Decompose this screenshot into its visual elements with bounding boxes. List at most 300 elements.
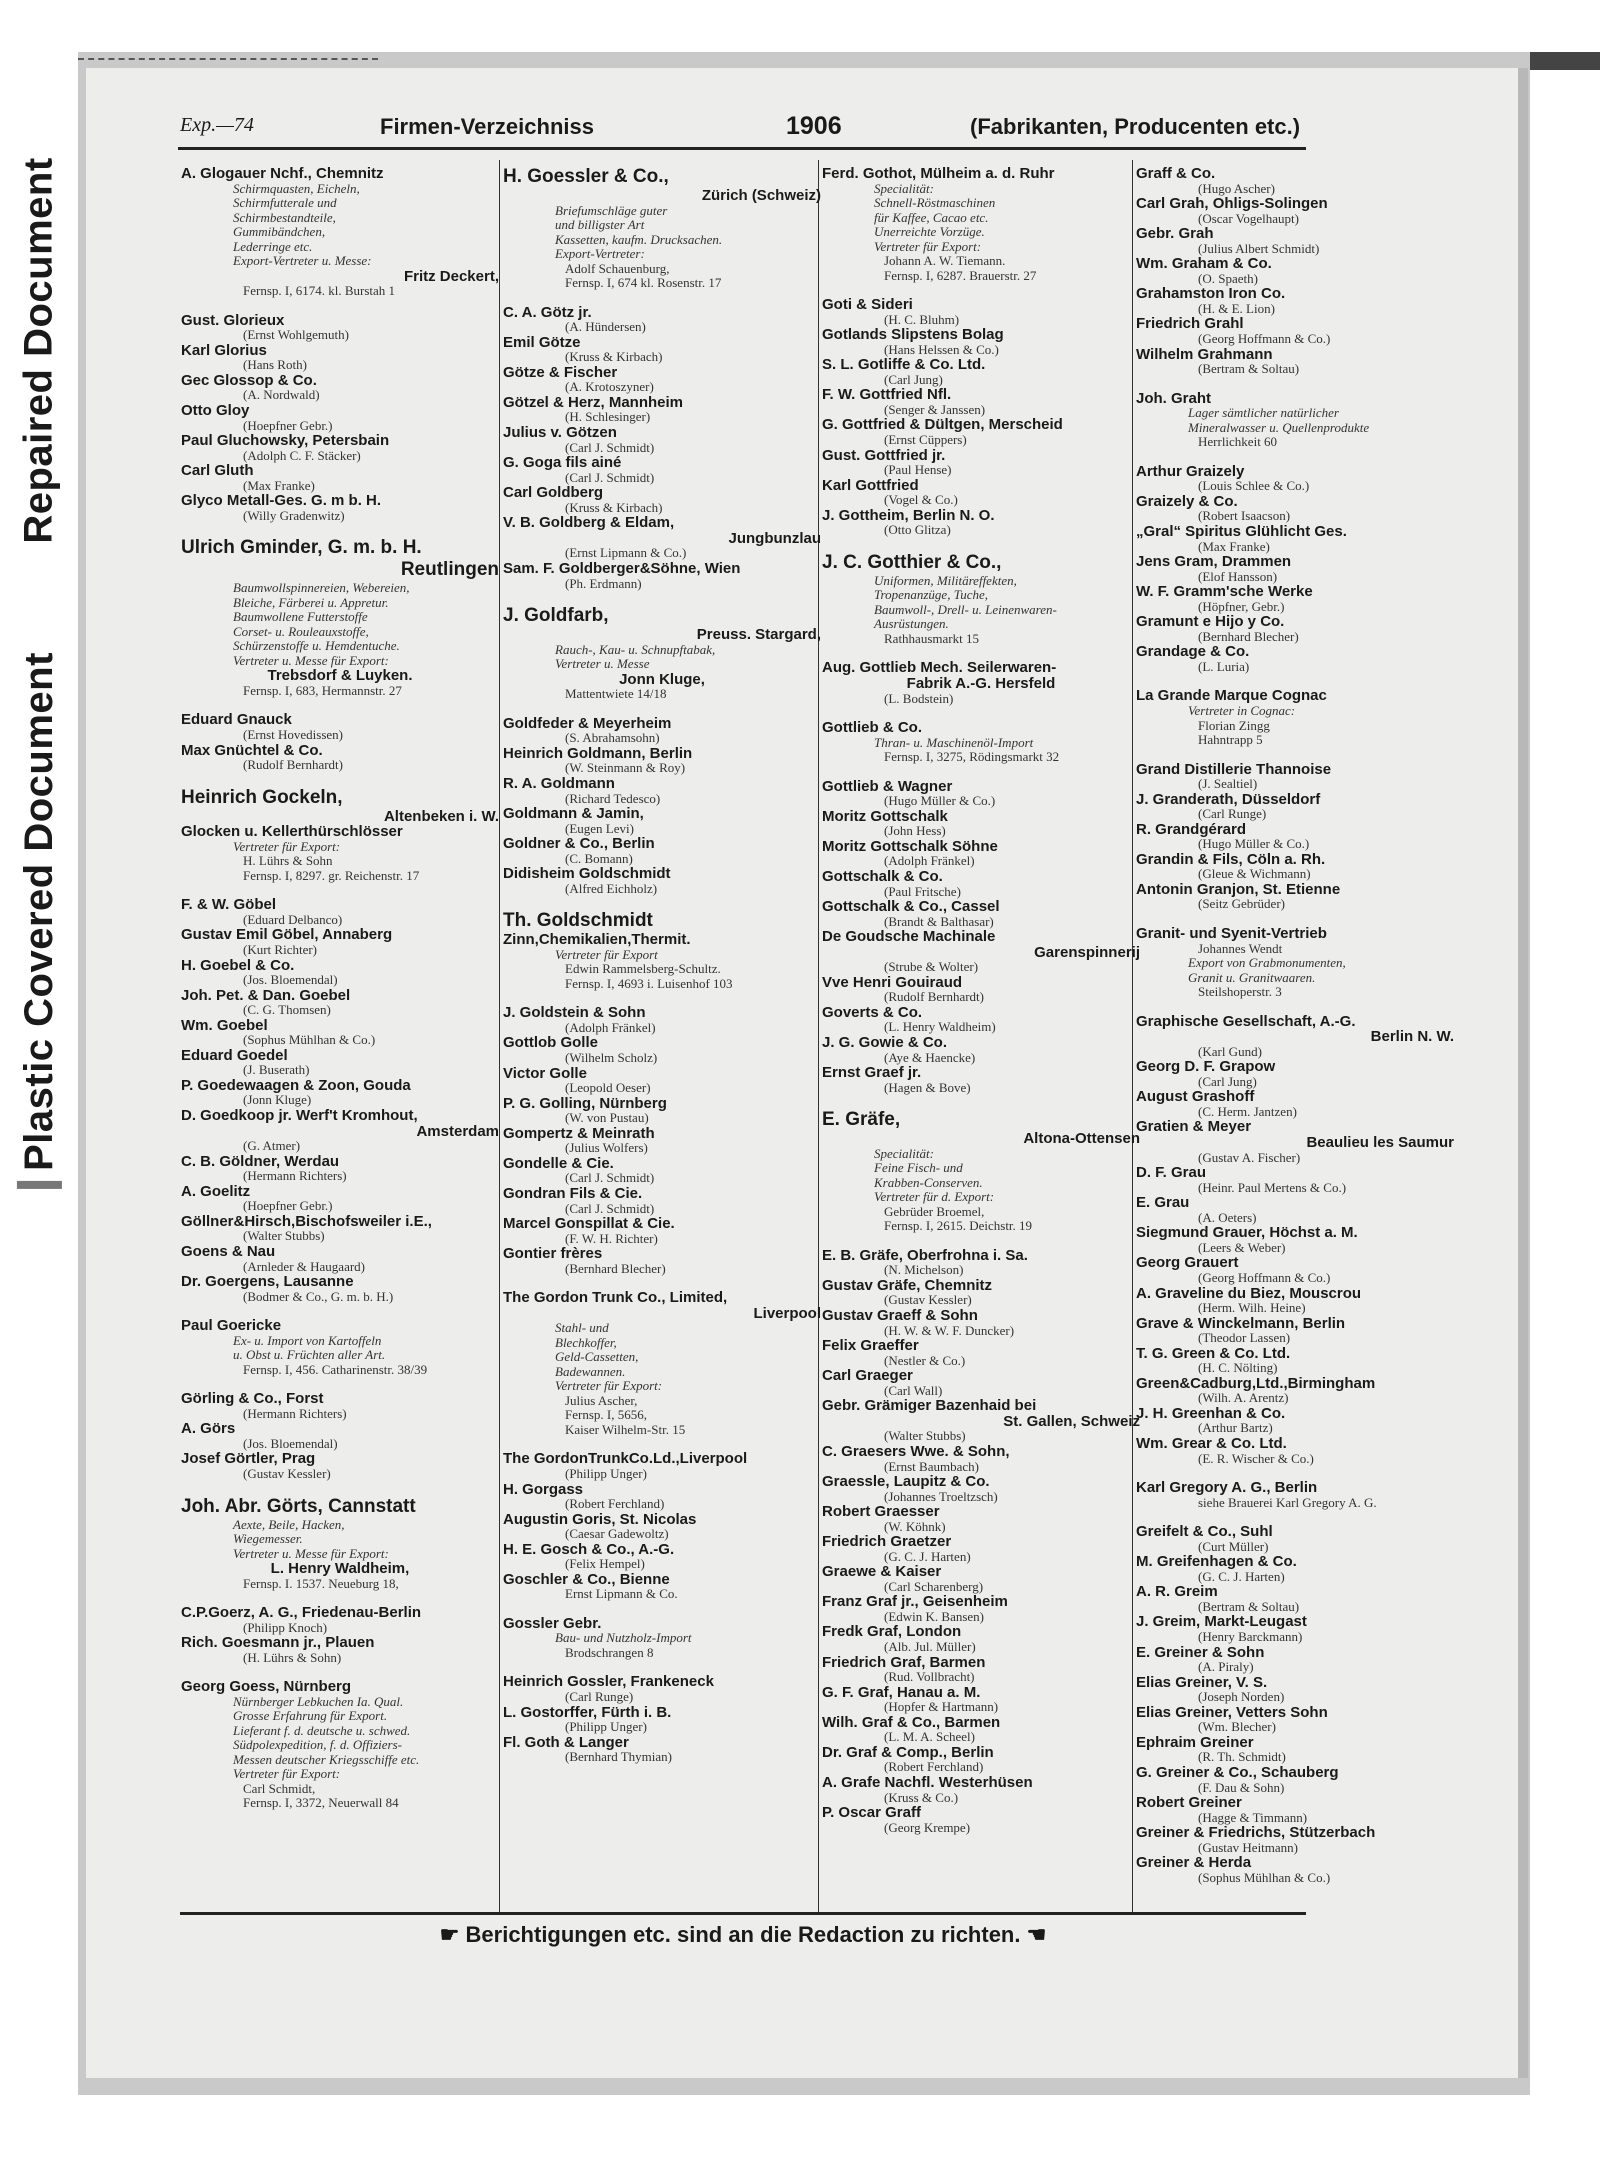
firm-representative: (Nestler & Co.) — [884, 1352, 966, 1368]
firm-name: C.P.Goerz, A. G., Friedenau-Berlin — [181, 1604, 422, 1622]
firm-representative: (Vogel & Co.) — [884, 492, 958, 508]
firm-representative: (Höpfner, Gebr.) — [1198, 598, 1285, 614]
firm-representative: (Julius Albert Schmidt) — [1198, 240, 1320, 256]
firm-name: Wm. Goebel — [181, 1016, 268, 1034]
firm-representative: (Hans Roth) — [243, 357, 307, 373]
firm-name: Gontier frères — [503, 1245, 603, 1263]
firm-name: G. Greiner & Co., Schauberg — [1136, 1763, 1339, 1781]
firm-representative: (Louis Schlee & Co.) — [1198, 478, 1310, 494]
firm-name: Goti & Sideri — [822, 296, 913, 314]
firm-representative: (Eugen Levi) — [565, 820, 634, 836]
firm-representative: (C. Herm. Jantzen) — [1198, 1103, 1297, 1119]
firm-name: Greifelt & Co., Suhl — [1136, 1523, 1273, 1541]
firm-name: C. A. Götz jr. — [503, 303, 592, 321]
firm-name: Carl Goldberg — [503, 484, 604, 502]
firm-name: D. Goedkoop jr. Werf't Kromhout, — [181, 1106, 418, 1124]
firm-representative: H. Lührs & Sohn — [243, 853, 333, 869]
firm-name: J. Greim, Markt-Leugast — [1136, 1613, 1307, 1631]
firm-name: Reutlingen — [400, 559, 499, 581]
firm-representative: Florian Zingg — [1198, 717, 1270, 733]
firm-representative: (L. Luria) — [1198, 658, 1250, 674]
firm-name: Sam. F. Goldberger&Söhne, Wien — [503, 559, 741, 577]
firm-name: Graff & Co. — [1136, 166, 1216, 182]
firm-representative: (W. Steinmann & Roy) — [565, 760, 686, 776]
firm-representative: (Georg Krempe) — [884, 1819, 971, 1835]
firm-name: H. E. Gosch & Co., A.-G. — [503, 1540, 675, 1558]
firm-name: Graphische Gesellschaft, A.-G. — [1136, 1012, 1356, 1030]
pointing-hand-right-icon: ☚ — [1026, 1922, 1047, 1947]
firm-representative: Fernsp. I, 683, Hermannstr. 27 — [243, 682, 402, 698]
firm-name: Julius v. Götzen — [503, 423, 617, 441]
firm-name: Marcel Gonspillat & Cie. — [503, 1215, 675, 1233]
firm-name: Goschler & Co., Bienne — [503, 1570, 670, 1588]
firm-representative: (J. Buserath) — [243, 1062, 310, 1078]
firm-representative: Fernsp. I, 8297. gr. Reichenstr. 17 — [243, 867, 420, 883]
firm-description: Schürzenstoffe u. Hemdentuche. — [233, 638, 400, 654]
firm-description: und billigster Art — [555, 217, 645, 233]
firm-representative: (S. Abrahamsohn) — [565, 730, 660, 746]
firm-name: T. G. Green & Co. Ltd. — [1136, 1344, 1291, 1362]
firm-representative: (Hugo Ascher) — [1198, 180, 1275, 196]
firm-name: Heinrich Goldmann, Berlin — [503, 744, 693, 762]
firm-representative: (Kruss & Kirbach) — [565, 499, 663, 515]
firm-name: E. B. Gräfe, Oberfrohna i. Sa. — [822, 1246, 1028, 1264]
firm-name: Victor Golle — [503, 1064, 587, 1082]
firm-name: Paul Gluchowsky, Petersbain — [181, 432, 390, 450]
firm-representative: (Ernst Baumbach) — [884, 1458, 979, 1474]
firm-representative: (Herm. Wilh. Heine) — [1198, 1300, 1306, 1316]
firm-representative: (Paul Hense) — [884, 462, 952, 478]
firm-representative: (Wilhelm Scholz) — [565, 1050, 658, 1066]
firm-name: Joh. Abr. Görts, Cannstatt — [181, 1495, 416, 1517]
firm-name: J. Goldfarb, — [503, 605, 609, 627]
firm-description: Specialität: — [874, 180, 934, 196]
firm-representative: (Robert Ferchland) — [884, 1759, 984, 1775]
firm-name: Dr. Goergens, Lausanne — [181, 1273, 354, 1291]
firm-name: Berlin N. W. — [1370, 1028, 1454, 1046]
firm-name: P. Goedewaagen & Zoon, Gouda — [181, 1076, 411, 1094]
firm-representative: (Adolph Fränkel) — [884, 853, 975, 869]
column-divider — [499, 160, 500, 1912]
firm-name: „Gral“ Spiritus Glühlicht Ges. — [1136, 522, 1347, 540]
firm-representative: (Carl J. Schmidt) — [565, 469, 655, 485]
firm-representative: (Jos. Bloemendal) — [243, 972, 338, 988]
firm-representative: (Max Franke) — [1198, 538, 1270, 554]
firm-representative: (Hoepfner Gebr.) — [243, 417, 333, 433]
firm-representative: (Kurt Richter) — [243, 942, 318, 957]
header-title: Firmen-Verzeichniss — [380, 114, 594, 139]
firm-name: Altona-Ottensen — [1023, 1130, 1140, 1148]
firm-name: Karl Gottfried — [822, 476, 919, 494]
firm-name: Jens Gram, Drammen — [1136, 553, 1292, 571]
page-footer — [180, 1922, 1306, 1948]
firm-name: Heinrich Gossler, Frankeneck — [503, 1673, 714, 1691]
firm-name: Rich. Goesmann jr., Plauen — [181, 1634, 375, 1652]
firm-representative: (Gustav Kessler) — [243, 1466, 331, 1481]
firm-description: Schirmbestandteile, — [233, 209, 336, 225]
firm-representative: (Robert Isaacson) — [1198, 508, 1291, 524]
firm-name: Zürich (Schweiz) — [701, 187, 821, 204]
firm-representative: (H. & E. Lion) — [1198, 300, 1275, 316]
firm-representative: (Sophus Mühlhan & Co.) — [1198, 1869, 1331, 1885]
firm-name: Gramunt e Hijo y Co. — [1136, 613, 1285, 631]
firm-representative: (Ernst Hovedissen) — [243, 727, 344, 743]
firm-description: Baumwollspinnereien, Webereien, — [233, 580, 410, 596]
firm-name: Gratien & Meyer — [1136, 1118, 1252, 1136]
firm-representative: (Carl Runge) — [565, 1689, 634, 1705]
firm-representative: Fernsp. I, 456. Catharinenstr. 38/39 — [243, 1361, 428, 1377]
firm-name: Otto Gloy — [181, 401, 250, 419]
firm-name: Elias Greiner, V. S. — [1136, 1673, 1268, 1691]
firm-representative: (H. C. Nölting) — [1198, 1360, 1278, 1376]
firm-name: Gec Glossop & Co. — [181, 371, 317, 389]
firm-representative: (Arnleder & Haugaard) — [243, 1258, 365, 1274]
firm-name: E. Gräfe, — [822, 1109, 901, 1131]
firm-representative: (Hugo Müller & Co.) — [884, 793, 996, 809]
firm-name: Friedrich Graf, Barmen — [822, 1653, 986, 1671]
firm-description: Vertreter in Cognac: — [1188, 703, 1296, 718]
firm-description: Wiegemesser. — [233, 1531, 303, 1546]
firm-name: Wm. Graham & Co. — [1136, 255, 1272, 273]
firm-name: Fl. Goth & Langer — [503, 1733, 629, 1751]
firm-representative: (Ph. Erdmann) — [565, 575, 642, 591]
firm-representative: (H. Lührs & Sohn) — [243, 1649, 342, 1665]
firm-representative: Adolf Schauenburg, — [565, 260, 670, 276]
firm-name: Grand Distillerie Thannoise — [1136, 760, 1332, 778]
firm-description: Vertreter für Export: — [874, 238, 982, 254]
firm-representative: (E. R. Wischer & Co.) — [1198, 1450, 1314, 1466]
firm-name: Antonin Granjon, St. Etienne — [1136, 880, 1341, 898]
firm-name: C. B. Göldner, Werdau — [181, 1152, 340, 1170]
firm-representative: (Hoepfner Gebr.) — [243, 1198, 333, 1214]
firm-name: The Gordon Trunk Co., Limited, — [503, 1289, 728, 1307]
firm-name: Gondran Fils & Cie. — [503, 1184, 643, 1202]
firm-description: Gummibändchen, — [233, 224, 326, 240]
firm-representative: (Willy Gradenwitz) — [243, 507, 345, 523]
scan-corner-mark — [1530, 52, 1600, 70]
firm-name: Aug. Gottlieb Mech. Seilerwaren- — [822, 659, 1057, 677]
firm-name: Gottschalk & Co., Cassel — [822, 898, 1000, 915]
firm-name: L. Henry Waldheim, — [270, 1560, 410, 1577]
firm-representative: (F. W. H. Richter) — [565, 1230, 658, 1246]
firm-description: Bau- und Nutzholz-Import — [555, 1630, 692, 1646]
firm-description: Vertreter u. Messe — [555, 656, 650, 672]
firm-representative: (Felix Hempel) — [565, 1556, 645, 1572]
firm-representative: siehe Brauerei Karl Gregory A. G. — [1198, 1494, 1377, 1510]
firm-representative: (L. M. A. Scheel) — [884, 1729, 975, 1745]
firm-name: Graessle, Laupitz & Co. — [822, 1473, 990, 1490]
column-4 — [1136, 166, 1454, 1908]
firm-representative: (Carl Wall) — [884, 1382, 943, 1398]
firm-representative: (Max Franke) — [243, 477, 315, 493]
firm-representative: (F. Dau & Sohn) — [1198, 1779, 1285, 1795]
firm-name: Ephraim Greiner — [1136, 1733, 1254, 1751]
firm-name: Götzel & Herz, Mannheim — [503, 393, 684, 411]
firm-name: E. Grau — [1136, 1194, 1190, 1212]
firm-representative: (Gustav A. Fischer) — [1198, 1149, 1301, 1165]
firm-description: Ex- u. Import von Kartoffeln — [233, 1332, 382, 1348]
label-repaired-text: Repaired Document — [16, 156, 61, 544]
firm-name: Zinn,Chemikalien,Thermit. — [503, 931, 691, 949]
firm-name: Robert Graesser — [822, 1503, 940, 1521]
firm-name: H. Goebel & Co. — [181, 956, 295, 974]
firm-description: Schnell-Röstmaschinen — [874, 195, 996, 211]
firm-name: Goens & Nau — [181, 1242, 276, 1260]
firm-representative: Julius Ascher, — [565, 1392, 638, 1408]
firm-representative: Mattentwiete 14/18 — [565, 686, 667, 702]
firm-name: Gustav Graeff & Sohn — [822, 1306, 978, 1324]
header-section: (Fabrikanten, Producenten etc.) — [970, 114, 1301, 139]
firm-representative: (Hopfer & Hartmann) — [884, 1699, 999, 1715]
firm-description: Rauch-, Kau- u. Schnupftabak, — [555, 641, 716, 657]
firm-representative: Fernsp. I, 4693 i. Luisenhof 103 — [565, 975, 733, 991]
firm-name: Garenspinnerij — [1034, 943, 1140, 961]
firm-representative: (A. Hündersen) — [565, 319, 646, 335]
page-gutter — [1518, 68, 1528, 2078]
firm-name: Friedrich Graetzer — [822, 1533, 952, 1551]
firm-name: Paul Goericke — [181, 1317, 282, 1335]
label-plastic-text: Plastic Covered Document — [17, 652, 62, 1189]
firm-representative: (Edwin K. Bansen) — [884, 1608, 985, 1624]
firm-name: Robert Greiner — [1136, 1794, 1242, 1811]
firm-description: Uniformen, Militäreffekten, — [874, 572, 1017, 588]
firm-name: A. Graveline du Biez, Mouscrou — [1136, 1284, 1362, 1302]
firm-representative: Gebrüder Broemel, — [884, 1203, 985, 1219]
firm-name: Greiner & Herda — [1136, 1854, 1252, 1872]
firm-representative: (Bodmer & Co., G. m. b. H.) — [243, 1288, 394, 1304]
firm-name: Karl Gregory A. G., Berlin — [1136, 1479, 1318, 1497]
firm-representative: Steilshoperstr. 3 — [1198, 984, 1282, 1000]
firm-name: Jungbunzlau — [728, 529, 821, 547]
firm-name: J. C. Gotthier & Co., — [822, 551, 1002, 573]
firm-description: Lieferant f. d. deutsche u. schwed. — [233, 1722, 411, 1738]
firm-description: Mineralwasser u. Quellenprodukte — [1188, 419, 1370, 435]
header-year: 1906 — [786, 112, 842, 140]
firm-name: Georg D. F. Grapow — [1136, 1058, 1276, 1076]
firm-representative: (Senger & Janssen) — [884, 401, 986, 417]
firm-representative: (Hagge & Timmann) — [1198, 1809, 1308, 1825]
firm-name: Joh. Graht — [1136, 389, 1212, 407]
firm-representative: (Carl Runge) — [1198, 806, 1267, 822]
firm-description: Baumwollene Futterstoffe — [233, 609, 368, 625]
firm-name: L. Gostorffer, Fürth i. B. — [503, 1703, 672, 1721]
firm-name: Augustin Goris, St. Nicolas — [503, 1510, 697, 1528]
firm-representative: (A. Nordwald) — [243, 387, 320, 403]
firm-name: A. Glogauer Nchf., Chemnitz — [181, 166, 384, 182]
firm-representative: (R. Th. Schmidt) — [1198, 1749, 1286, 1765]
firm-representative: (Leers & Weber) — [1198, 1239, 1286, 1255]
firm-representative: (Carl Jung) — [884, 371, 943, 387]
firm-name: R. Grandgérard — [1136, 820, 1247, 838]
firm-representative: Fernsp. I. 1537. Neueburg 18, — [243, 1575, 399, 1591]
firm-description: Specialität: — [874, 1145, 934, 1161]
firm-name: Gebr. Grämiger Bazenhaid bei — [822, 1397, 1037, 1415]
firm-representative: (Hermann Richters) — [243, 1168, 347, 1184]
label-plastic-covered-document — [0, 640, 78, 1200]
firm-name: Glocken u. Kellerthürschlösser — [181, 823, 403, 841]
firm-description: Bleiche, Färberei u. Appretur. — [233, 594, 389, 610]
page-header — [180, 112, 1304, 146]
firm-name: Green&Cadburg,Ltd.,Birmingham — [1136, 1374, 1376, 1392]
firm-description: Aexte, Beile, Hacken, — [233, 1516, 345, 1532]
firm-name: C. Graesers Wwe. & Sohn, — [822, 1442, 1010, 1460]
firm-representative: (C. Bomann) — [565, 850, 633, 866]
firm-representative: (Kruss & Kirbach) — [565, 349, 663, 365]
firm-representative: (Seitz Gebrüder) — [1198, 896, 1285, 912]
firm-representative: (G. C. J. Harten) — [1198, 1568, 1285, 1584]
firm-representative: (Bertram & Soltau) — [1198, 361, 1300, 377]
firm-name: La Grande Marque Cognac — [1136, 687, 1327, 705]
firm-name: Fabrik A.-G. Hersfeld — [906, 674, 1056, 692]
firm-name: P. G. Golling, Nürnberg — [503, 1094, 667, 1112]
firm-representative: (Leopold Oeser) — [565, 1080, 651, 1096]
firm-name: G. Gottfried & Dültgen, Merscheid — [822, 416, 1063, 434]
firm-representative: (Brandt & Balthasar) — [884, 913, 994, 929]
firm-name: Max Gnüchtel & Co. — [181, 741, 323, 759]
firm-description: Vertreter u. Messe für Export: — [233, 1545, 389, 1561]
firm-representative: (John Hess) — [884, 823, 946, 839]
firm-name: Gust. Glorieux — [181, 311, 285, 329]
firm-name: J. G. Gowie & Co. — [822, 1033, 948, 1051]
firm-name: Goldmann & Jamin, — [503, 805, 644, 822]
firm-name: Ulrich Gminder, G. m. b. H. — [181, 537, 422, 559]
column-2 — [503, 166, 821, 1908]
firm-name: Dr. Graf & Comp., Berlin — [822, 1743, 994, 1761]
firm-name: J. Goldstein & Sohn — [503, 1004, 646, 1022]
firm-representative: (Hermann Richters) — [243, 1405, 347, 1421]
scan-edge — [78, 58, 378, 60]
firm-name: Georg Grauert — [1136, 1254, 1239, 1272]
firm-description: Unerreichte Vorzüge. — [874, 224, 985, 240]
firm-representative: (Gleue & Wichmann) — [1198, 866, 1311, 882]
firm-description: Granit u. Granitwaaren. — [1188, 969, 1316, 985]
firm-representative: (Bernhard Thymian) — [565, 1749, 672, 1765]
firm-name: A. Görs — [181, 1420, 236, 1438]
firm-representative: (Arthur Bartz) — [1198, 1420, 1273, 1436]
firm-representative: (Bernhard Blecher) — [1198, 628, 1299, 644]
firm-name: F. & W. Göbel — [181, 896, 277, 914]
firm-description: Vertreter für Export: — [233, 838, 341, 854]
firm-description: Geld-Cassetten, — [555, 1349, 639, 1365]
firm-name: Fritz Deckert, — [403, 267, 499, 285]
firm-description: Südpolexpedition, f. d. Offiziers- — [233, 1737, 402, 1753]
firm-name: Amsterdam — [416, 1122, 499, 1140]
firm-description: Schirmfutterale und — [233, 195, 337, 211]
firm-name: Moritz Gottschalk Söhne — [822, 837, 998, 855]
sidebar — [0, 0, 78, 2177]
firm-name: F. W. Gottfried Nfl. — [822, 386, 952, 404]
firm-representative: (Walter Stubbs) — [884, 1428, 966, 1444]
firm-name: G. F. Graf, Hanau a. M. — [822, 1683, 981, 1701]
firm-representative: (W. von Pustau) — [565, 1110, 649, 1126]
firm-representative: (Georg Hoffmann & Co.) — [1198, 331, 1331, 347]
firm-representative: (Aye & Haencke) — [884, 1049, 976, 1065]
firm-name: D. F. Grau — [1136, 1164, 1207, 1182]
firm-name: Glyco Metall-Ges. G. m b. H. — [181, 492, 382, 510]
firm-name: Granit- und Syenit-Vertrieb — [1136, 924, 1327, 942]
firm-name: Goldner & Co., Berlin — [503, 835, 655, 853]
header-rule — [178, 147, 1306, 150]
firm-representative: (Ernst Lipmann & Co.) — [565, 545, 687, 561]
firm-description: Grosse Erfahrung für Export. — [233, 1708, 388, 1724]
firm-representative: Fernsp. I, 674 kl. Rosenstr. 17 — [565, 275, 722, 291]
firm-name: Görling & Co., Forst — [181, 1390, 324, 1408]
firm-description: für Kaffee, Cacao etc. — [874, 209, 989, 225]
pointing-hand-left-icon: ☛ — [439, 1922, 460, 1947]
firm-name: A. Goelitz — [181, 1182, 251, 1200]
firm-representative: (Philipp Unger) — [565, 1466, 647, 1481]
firm-representative: (Carl Scharenberg) — [884, 1578, 984, 1594]
firm-name: Gottlieb & Wagner — [822, 777, 953, 795]
firm-description: Lager sämtlicher natürlicher — [1188, 405, 1339, 421]
firm-representative: (Alb. Jul. Müller) — [884, 1639, 976, 1655]
firm-representative: (Jos. Bloemendal) — [243, 1435, 338, 1451]
firm-representative: (Alfred Eichholz) — [565, 880, 658, 896]
firm-representative: (Walter Stubbs) — [243, 1228, 325, 1244]
firm-name: A. R. Greim — [1136, 1583, 1218, 1601]
firm-representative: Fernsp. I, 5656, — [565, 1407, 647, 1423]
firm-description: Export-Vertreter u. Messe: — [233, 253, 372, 269]
firm-representative: (C. G. Thomsen) — [243, 1002, 331, 1018]
firm-representative: (Karl Gund) — [1198, 1043, 1262, 1059]
firm-name: Jonn Kluge, — [619, 670, 705, 688]
firm-representative: (Kruss & Co.) — [884, 1789, 959, 1805]
firm-representative: (H. Schlesinger) — [565, 409, 651, 425]
firm-representative: (Strube & Wolter) — [884, 959, 979, 975]
firm-representative: (G. Atmer) — [243, 1138, 301, 1154]
firm-name: G. Goga fils ainé — [503, 454, 622, 472]
firm-name: De Goudsche Machinale — [822, 928, 996, 946]
firm-representative: (Wilh. A. Arentz) — [1198, 1390, 1289, 1406]
firm-name: J. H. Greenhan & Co. — [1136, 1404, 1286, 1422]
firm-representative: (Carl Jung) — [1198, 1073, 1257, 1089]
firm-description: Briefumschläge guter — [555, 202, 668, 218]
firm-representative: (Gustav Kessler) — [884, 1292, 972, 1308]
firm-description: Nürnberger Lebkuchen Ia. Qual. — [233, 1693, 404, 1709]
firm-description: Vertreter für Export: — [233, 1766, 341, 1782]
firm-name: Gotlands Slipstens Bolag — [822, 326, 1004, 344]
firm-representative: Rathhausmarkt 15 — [884, 630, 979, 646]
firm-name: Georg Goess, Nürnberg — [181, 1678, 352, 1696]
firm-representative: (Sophus Mühlhan & Co.) — [243, 1032, 376, 1048]
footer-text: Berichtigungen etc. sind an die Redaction zu richten. — [465, 1922, 1021, 1947]
firm-name: Graizely & Co. — [1136, 492, 1238, 510]
firm-representative: (Gustav Heitmann) — [1198, 1839, 1299, 1855]
firm-representative: (A. Piraly) — [1198, 1659, 1254, 1675]
firm-name: Carl Gluth — [181, 462, 254, 480]
firm-description: Vertreter u. Messe für Export: — [233, 652, 389, 668]
firm-representative: (Hagen & Bove) — [884, 1079, 971, 1095]
firm-representative: Kaiser Wilhelm-Str. 15 — [565, 1421, 686, 1437]
firm-name: Felix Graeffer — [822, 1337, 919, 1355]
firm-representative: (Johannes Troeltzsch) — [884, 1488, 998, 1504]
firm-description: Vertreter für Export: — [555, 1378, 663, 1394]
firm-representative: (Philipp Knoch) — [243, 1619, 328, 1635]
firm-name: Gondelle & Cie. — [503, 1154, 614, 1172]
firm-representative: (Robert Ferchland) — [565, 1496, 665, 1512]
firm-representative: (Adolph C. F. Stäcker) — [243, 447, 361, 463]
firm-name: Gebr. Grah — [1136, 225, 1214, 243]
firm-description: Thran- u. Maschinenöl-Import — [874, 734, 1034, 750]
firm-name: Gottschalk & Co. — [822, 867, 943, 885]
firm-representative: (Bernhard Blecher) — [565, 1260, 666, 1276]
footer-rule — [180, 1912, 1306, 1915]
firm-name: Gustav Gräfe, Chemnitz — [822, 1276, 993, 1294]
firm-representative: (Richard Tedesco) — [565, 790, 661, 806]
firm-representative: Brodschrangen 8 — [565, 1644, 654, 1660]
firm-name: Göllner&Hirsch,Bischofsweiler i.E., — [181, 1212, 432, 1230]
firm-description: Ausrüstungen. — [874, 616, 949, 632]
